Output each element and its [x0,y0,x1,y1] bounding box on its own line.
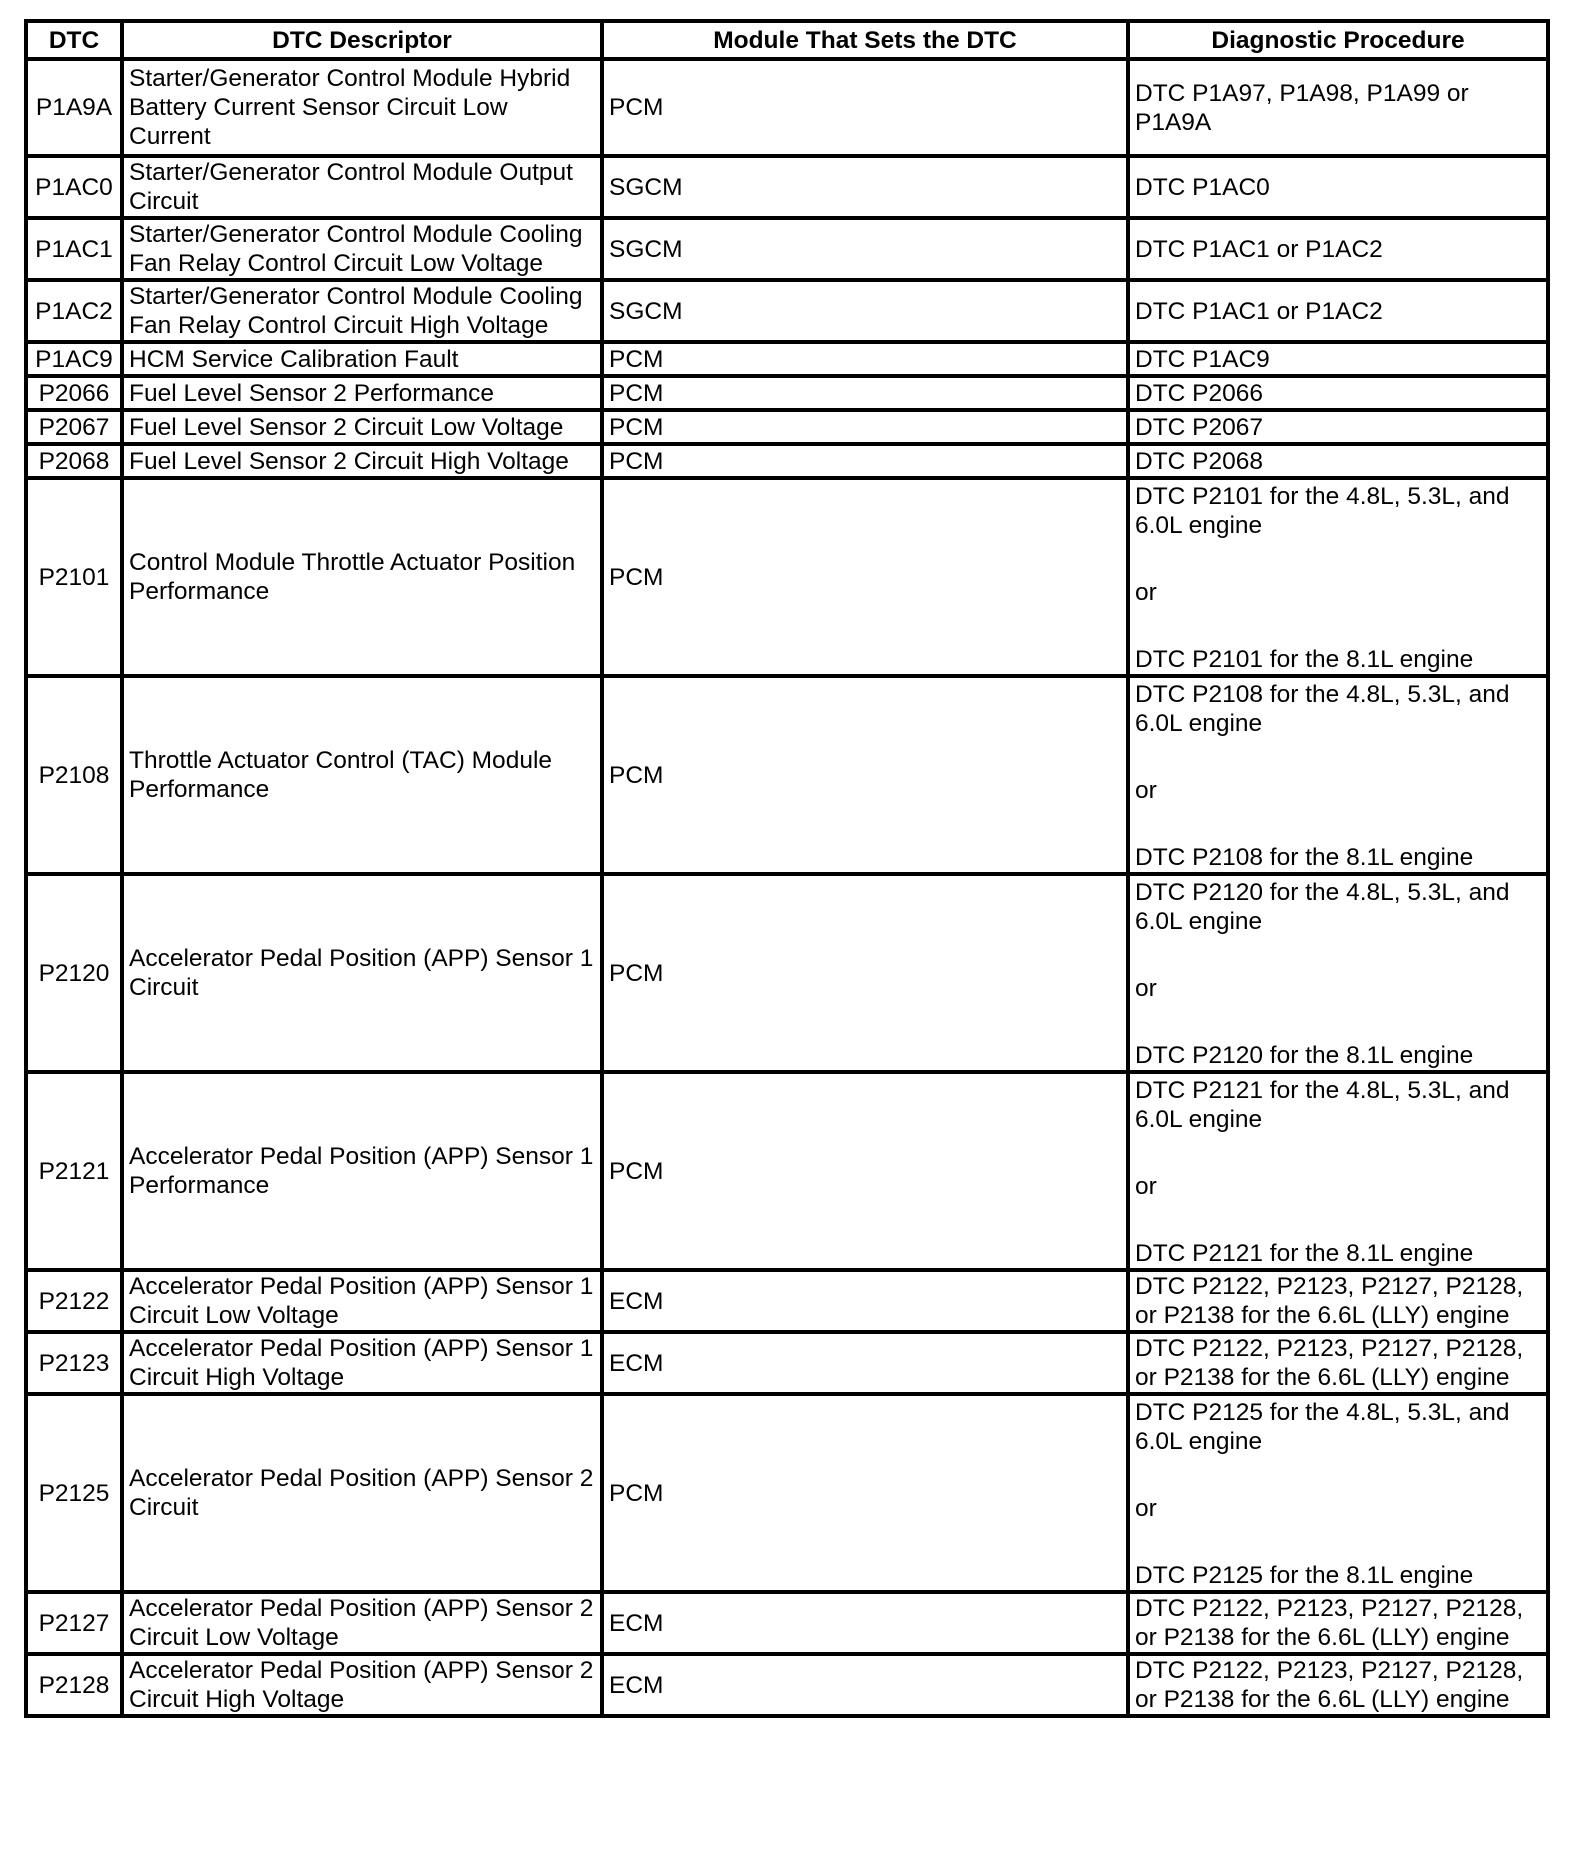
dtc-descriptor: Starter/Generator Control Module Cooling Fan Relay Control Circuit Low Voltage [122,218,602,280]
dtc-procedure [1128,156,1548,218]
dtc-module: PCM [602,444,1128,478]
dtc-procedure [1128,1072,1548,1270]
dtc-procedure [1128,1654,1548,1716]
dtc-module: ECM [602,1332,1128,1394]
dtc-procedure [1128,410,1548,444]
dtc-module: ECM [602,1592,1128,1654]
table-row [26,1592,1548,1654]
table-row [26,342,1548,376]
table-row [26,1270,1548,1332]
procedure-line: DTC P2122, P2123, P2127, P2128, or P2138 for the 6.6L (LLY) engine [1135,1657,1524,1713]
dtc-code: P2068 [26,444,122,478]
dtc-descriptor: Starter/Generator Control Module Cooling Fan Relay Control Circuit High Voltage [122,280,602,342]
table-row [26,376,1548,410]
dtc-descriptor: HCM Service Calibration Fault [122,342,602,376]
dtc-module: PCM [602,59,1128,156]
dtc-descriptor: Accelerator Pedal Position (APP) Sensor 2 Circuit [122,1394,602,1592]
dtc-module: PCM [602,410,1128,444]
dtc-code: P2120 [26,874,122,1072]
dtc-code: P2127 [26,1592,122,1654]
dtc-code: P1AC1 [26,218,122,280]
dtc-descriptor: Starter/Generator Control Module Output Circuit [122,156,602,218]
procedure-line: DTC P2121 for the 4.8L, 5.3L, and 6.0L engine [1135,1077,1510,1133]
procedure-line: DTC P2068 [1135,447,1264,475]
dtc-procedure [1128,280,1548,342]
procedure-line: or [1135,1495,1157,1522]
procedure-line: DTC P2066 [1135,379,1264,407]
dtc-procedure [1128,1592,1548,1654]
dtc-module: PCM [602,342,1128,376]
dtc-table-wrapper [24,19,1550,1718]
dtc-procedure [1128,444,1548,478]
procedure-line: DTC P2108 for the 4.8L, 5.3L, and 6.0L engine [1135,681,1510,737]
dtc-descriptor: Fuel Level Sensor 2 Circuit High Voltage [122,444,602,478]
procedure-line: DTC P1AC9 [1135,345,1270,373]
table-body [26,59,1548,1716]
table-row [26,59,1548,156]
header-module: Module That Sets the DTC [602,21,1128,59]
dtc-procedure [1128,874,1548,1072]
table-row [26,156,1548,218]
dtc-procedure [1128,1270,1548,1332]
dtc-procedure [1128,376,1548,410]
procedure-line: DTC P2067 [1135,413,1264,441]
dtc-code: P2122 [26,1270,122,1332]
dtc-procedure [1128,59,1548,156]
table-row [26,874,1548,1072]
dtc-module: PCM [602,1072,1128,1270]
dtc-descriptor: Accelerator Pedal Position (APP) Sensor 1 Performance [122,1072,602,1270]
dtc-descriptor: Starter/Generator Control Module Hybrid Battery Current Sensor Circuit Low Current [122,59,602,156]
dtc-descriptor: Accelerator Pedal Position (APP) Sensor 2 Circuit Low Voltage [122,1592,602,1654]
dtc-module: PCM [602,874,1128,1072]
dtc-descriptor: Accelerator Pedal Position (APP) Sensor 2 Circuit High Voltage [122,1654,602,1716]
procedure-line: DTC P1AC1 or P1AC2 [1135,235,1383,263]
procedure-line: DTC P2101 for the 4.8L, 5.3L, and 6.0L engine [1135,483,1510,539]
table-row [26,280,1548,342]
procedure-line: or [1135,579,1157,606]
dtc-code: P2067 [26,410,122,444]
dtc-procedure [1128,478,1548,676]
header-descriptor: DTC Descriptor [122,21,602,59]
procedure-line: or [1135,1173,1157,1200]
table-row [26,676,1548,874]
dtc-code: P2125 [26,1394,122,1592]
dtc-code: P2123 [26,1332,122,1394]
dtc-module: SGCM [602,218,1128,280]
procedure-line: DTC P2120 for the 4.8L, 5.3L, and 6.0L engine [1135,879,1510,935]
table-row [26,410,1548,444]
dtc-module: PCM [602,478,1128,676]
dtc-code: P2108 [26,676,122,874]
dtc-module: SGCM [602,156,1128,218]
dtc-procedure [1128,218,1548,280]
dtc-descriptor: Accelerator Pedal Position (APP) Sensor 1 Circuit Low Voltage [122,1270,602,1332]
dtc-descriptor: Throttle Actuator Control (TAC) Module Performance [122,676,602,874]
dtc-table [24,19,1550,1718]
procedure-line: DTC P2125 for the 8.1L engine [1135,1562,1474,1589]
procedure-line: DTC P2108 for the 8.1L engine [1135,844,1474,871]
dtc-descriptor: Accelerator Pedal Position (APP) Sensor 1 Circuit [122,874,602,1072]
table-row [26,1654,1548,1716]
dtc-code: P1AC0 [26,156,122,218]
procedure-line: DTC P2101 for the 8.1L engine [1135,646,1474,673]
dtc-code: P1AC9 [26,342,122,376]
dtc-module: SGCM [602,280,1128,342]
dtc-module: PCM [602,376,1128,410]
procedure-line: DTC P1AC0 [1135,173,1270,201]
dtc-procedure [1128,1394,1548,1592]
dtc-module: ECM [602,1270,1128,1332]
procedure-line: DTC P2122, P2123, P2127, P2128, or P2138 for the 6.6L (LLY) engine [1135,1335,1524,1391]
table-row [26,1332,1548,1394]
dtc-descriptor: Control Module Throttle Actuator Position Performance [122,478,602,676]
procedure-line: DTC P2121 for the 8.1L engine [1135,1240,1474,1267]
dtc-descriptor: Fuel Level Sensor 2 Circuit Low Voltage [122,410,602,444]
header-procedure: Diagnostic Procedure [1128,21,1548,59]
header-dtc: DTC [26,21,122,59]
table-row [26,1394,1548,1592]
table-row [26,478,1548,676]
dtc-descriptor: Accelerator Pedal Position (APP) Sensor 1 Circuit High Voltage [122,1332,602,1394]
dtc-code: P2128 [26,1654,122,1716]
dtc-procedure [1128,342,1548,376]
procedure-line: DTC P2120 for the 8.1L engine [1135,1042,1474,1069]
dtc-code: P2121 [26,1072,122,1270]
table-row [26,444,1548,478]
dtc-procedure [1128,676,1548,874]
procedure-line: DTC P1AC1 or P1AC2 [1135,297,1383,325]
dtc-module: ECM [602,1654,1128,1716]
procedure-line: DTC P1A97, P1A98, P1A99 or P1A9A [1135,79,1469,136]
dtc-code: P1A9A [26,59,122,156]
header-row [26,21,1548,59]
dtc-code: P1AC2 [26,280,122,342]
dtc-module: PCM [602,676,1128,874]
dtc-procedure [1128,1332,1548,1394]
procedure-line: or [1135,777,1157,804]
procedure-line: DTC P2125 for the 4.8L, 5.3L, and 6.0L engine [1135,1399,1510,1455]
dtc-code: P2101 [26,478,122,676]
procedure-line: or [1135,975,1157,1002]
procedure-line: DTC P2122, P2123, P2127, P2128, or P2138 for the 6.6L (LLY) engine [1135,1595,1524,1651]
procedure-line: DTC P2122, P2123, P2127, P2128, or P2138 for the 6.6L (LLY) engine [1135,1273,1524,1329]
dtc-code: P2066 [26,376,122,410]
table-row [26,1072,1548,1270]
dtc-module: PCM [602,1394,1128,1592]
dtc-descriptor: Fuel Level Sensor 2 Performance [122,376,602,410]
table-row [26,218,1548,280]
